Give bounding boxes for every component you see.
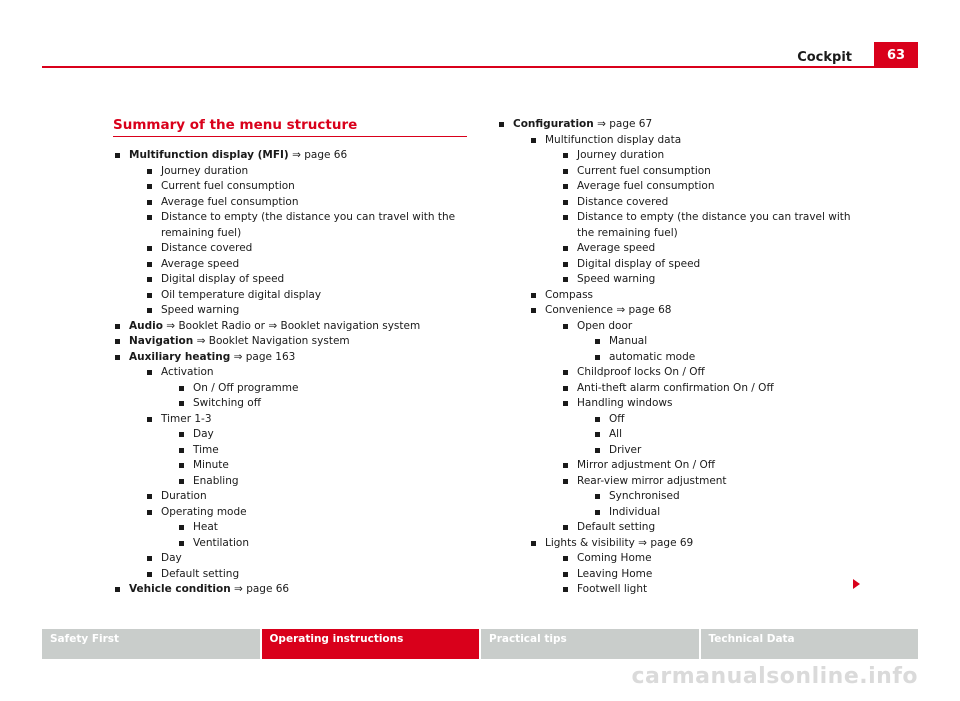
ref-arrow-icon: ⇒	[638, 536, 647, 549]
page-ref-link[interactable]: page 67	[609, 118, 653, 130]
list-item: Switching off	[177, 396, 463, 412]
list-item	[113, 319, 463, 335]
watermark: carmanualsonline.info	[631, 664, 918, 689]
list-item: Digital display of speed	[561, 257, 857, 273]
submenu-label: Convenience	[545, 304, 614, 316]
tab-practical-tips[interactable]: Practical tips	[481, 629, 699, 659]
list-item: Minute	[177, 458, 463, 474]
ref-arrow-icon: ⇒	[292, 149, 301, 161]
menu-navigation-label: Navigation	[129, 335, 194, 347]
section-heading: Summary of the menu structure	[113, 117, 467, 137]
list-item: Footwell light	[561, 582, 857, 598]
page-ref-link[interactable]: page 69	[650, 536, 694, 549]
list-item	[529, 536, 857, 598]
footer-tabs	[42, 629, 918, 659]
list-item: Distance to empty (the distance you can travel with the remaining fuel)	[145, 210, 463, 241]
submenu-list	[577, 489, 857, 520]
list-item: Day	[177, 427, 463, 443]
page-ref-link[interactable]: page 68	[628, 304, 672, 316]
submenu-label: Open door	[577, 319, 633, 332]
page-ref-link[interactable]: page 163	[245, 350, 296, 363]
list-item	[113, 582, 463, 598]
submenu-list	[577, 412, 857, 459]
submenu-list	[161, 427, 463, 489]
list-item: Coming Home	[561, 551, 857, 567]
submenu-list	[161, 520, 463, 551]
page-number: 63	[874, 42, 918, 68]
list-item: Duration	[145, 489, 463, 505]
tab-technical-data[interactable]: Technical Data	[701, 629, 919, 659]
list-item: Ventilation	[177, 536, 463, 552]
ref-arrow-icon: ⇒	[268, 319, 278, 332]
menu-audio-label: Audio	[129, 319, 163, 332]
list-item: All	[593, 427, 857, 443]
submenu-label: Timer 1-3	[161, 412, 212, 425]
list-item: Compass	[529, 288, 857, 304]
list-item	[529, 133, 857, 288]
submenu-label: Handling windows	[577, 397, 673, 409]
list-item: Driver	[593, 443, 857, 459]
booklet-ref-link[interactable]: Booklet navigation system	[280, 319, 421, 332]
submenu-label: Lights & visibility	[545, 536, 635, 549]
ref-arrow-icon: ⇒	[234, 583, 243, 595]
list-item: Manual	[593, 334, 857, 350]
ref-arrow-icon: ⇒	[166, 319, 176, 332]
submenu-label: Operating mode	[161, 505, 247, 518]
list-item	[561, 319, 857, 366]
list-item: Distance covered	[561, 195, 857, 211]
list-item: Average speed	[561, 241, 857, 257]
continue-arrow-icon	[853, 579, 860, 589]
menu-aux-heating-label: Auxiliary heating	[129, 350, 231, 363]
ref-arrow-icon: ⇒	[616, 304, 626, 316]
list-item	[113, 148, 463, 319]
submenu-list	[577, 334, 857, 365]
ref-arrow-icon: ⇒	[597, 118, 606, 130]
list-item	[145, 505, 463, 552]
list-item: Distance to empty (the distance you can travel with the remaining fuel)	[561, 210, 857, 241]
booklet-ref-link[interactable]: Booklet Navigation system	[208, 335, 350, 347]
menu-list-right	[497, 117, 857, 598]
menu-configuration-label: Configuration	[513, 118, 594, 130]
list-item	[113, 350, 463, 583]
list-item: Individual	[593, 505, 857, 521]
tab-safety-first[interactable]: Safety First	[42, 629, 260, 659]
right-column	[497, 117, 857, 598]
page-ref-link[interactable]: page 66	[246, 583, 290, 595]
list-item: Mirror adjustment On / Off	[561, 458, 857, 474]
submenu-list	[513, 133, 857, 598]
submenu-list	[545, 319, 857, 536]
booklet-ref-link[interactable]: Booklet Radio or	[178, 319, 265, 332]
list-item	[113, 334, 463, 350]
list-item	[145, 365, 463, 412]
list-item: Synchronised	[593, 489, 857, 505]
tab-operating-instructions[interactable]: Operating instructions	[262, 629, 480, 659]
list-item: Current fuel consumption	[145, 179, 463, 195]
list-item: Average speed	[145, 257, 463, 273]
list-item: Distance covered	[145, 241, 463, 257]
list-item: automatic mode	[593, 350, 857, 366]
submenu-list	[129, 164, 463, 319]
list-item: Current fuel consumption	[561, 164, 857, 180]
list-item: Default setting	[561, 520, 857, 536]
ref-arrow-icon: ⇒	[196, 335, 206, 347]
list-item: Anti-theft alarm confirmation On / Off	[561, 381, 857, 397]
header-rule	[42, 66, 918, 68]
submenu-list	[545, 551, 857, 598]
list-item: Heat	[177, 520, 463, 536]
list-item: Childproof locks On / Off	[561, 365, 857, 381]
list-item	[145, 412, 463, 490]
list-item: Day	[145, 551, 463, 567]
list-item: Off	[593, 412, 857, 428]
list-item	[529, 303, 857, 536]
list-item	[497, 117, 857, 598]
list-item: Average fuel consumption	[561, 179, 857, 195]
list-item: Speed warning	[145, 303, 463, 319]
list-item: Time	[177, 443, 463, 459]
list-item: Oil temperature digital display	[145, 288, 463, 304]
submenu-list	[129, 365, 463, 582]
list-item: Digital display of speed	[145, 272, 463, 288]
submenu-label: Activation	[161, 366, 214, 378]
list-item: On / Off programme	[177, 381, 463, 397]
list-item: Default setting	[145, 567, 463, 583]
menu-mfi-label: Multifunction display (MFI)	[129, 149, 289, 161]
left-column	[113, 148, 463, 598]
list-item: Leaving Home	[561, 567, 857, 583]
submenu-list	[161, 381, 463, 412]
list-item: Journey duration	[145, 164, 463, 180]
submenu-label: Rear-view mirror adjustment	[577, 474, 727, 487]
menu-vehicle-condition-label: Vehicle condition	[129, 583, 231, 595]
list-item: Journey duration	[561, 148, 857, 164]
ref-arrow-icon: ⇒	[233, 350, 243, 363]
submenu-label: Multifunction display data	[545, 133, 682, 146]
list-item: Average fuel consumption	[145, 195, 463, 211]
menu-list-left	[113, 148, 463, 598]
submenu-list	[545, 148, 857, 288]
list-item: Speed warning	[561, 272, 857, 288]
list-item: Enabling	[177, 474, 463, 490]
list-item	[561, 396, 857, 458]
list-item	[561, 474, 857, 521]
page-ref-link[interactable]: page 66	[304, 149, 348, 161]
chapter-title: Cockpit	[797, 50, 852, 65]
